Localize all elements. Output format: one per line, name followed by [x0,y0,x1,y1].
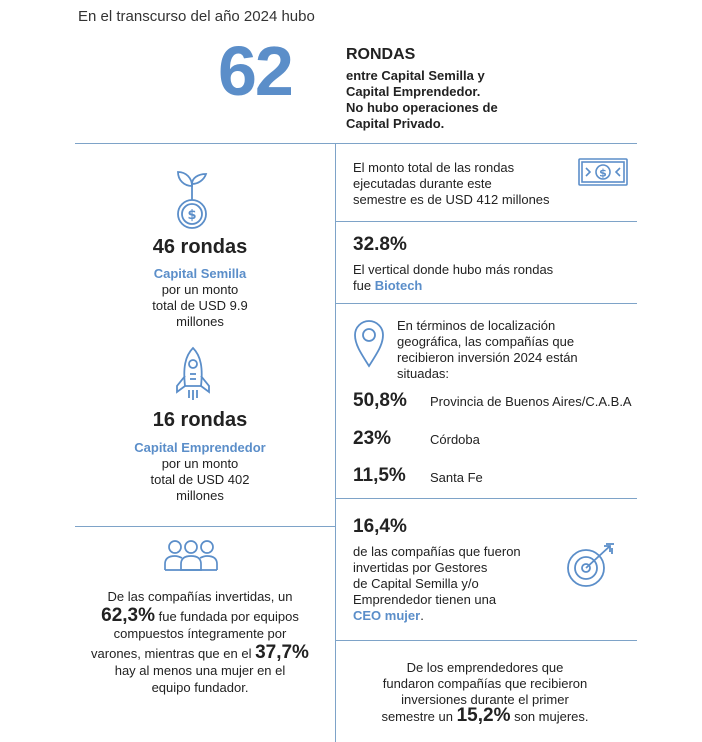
headline-line: Capital Emprendedor. [346,84,481,99]
ceo-suffix: . [420,608,424,623]
intro-text: En el transcurso del año 2024 hubo [78,8,315,25]
vertical-description [353,262,623,294]
seed-line: total de USD 9.9 [152,298,248,313]
founders-line-prefix: varones, mientras que en el [91,646,256,661]
svg-text:$: $ [599,166,607,180]
location-place: Provincia de Buenos Aires/C.A.B.A [430,394,632,409]
vertical-line: El vertical donde hubo más rondas [353,262,554,277]
plant-coin-icon [172,168,212,230]
venture-line: por un monto [161,456,239,471]
venture-label: Capital Emprendedor [134,440,266,455]
divider [75,143,637,144]
location-pct: 23% [353,428,392,449]
founders-line: De las compañías invertidas, un [107,589,293,604]
venture-description [80,440,320,504]
women-line: inversiones durante el primer [401,692,569,707]
location-line: geográfica, las compañías que [397,334,575,349]
location-description [397,318,627,382]
target-icon [566,542,618,588]
ceo-pct: 16,4% [353,516,407,537]
seed-label: Capital Semilla [153,266,247,281]
seed-line: por un monto [161,282,239,297]
founders-line: compuestos íntegramente por [113,626,287,641]
vertical-highlight: Biotech [374,278,423,293]
founders-line-suffix: fue fundada por equipos [155,609,299,624]
total-line: El monto total de las rondas [353,160,515,175]
vertical-line [353,278,623,294]
total-line: ejecutadas durante este [353,176,492,191]
headline-title: RONDAS [346,46,416,63]
divider [335,303,637,304]
ceo-line: de las compañías que fueron [353,544,521,559]
founders-description [78,588,322,696]
ceo-line [353,608,563,624]
banknote-icon [578,158,628,186]
seed-count: 46 rondas [152,236,248,258]
women-line-suffix: son mujeres. [510,709,589,724]
women-line [345,705,625,726]
map-pin-icon [352,318,386,370]
women-line-prefix: semestre un [381,709,457,724]
venture-count: 16 rondas [152,409,248,431]
headline-description [346,68,546,132]
founders-line [78,644,322,662]
women-description [345,660,625,725]
divider [335,221,637,222]
founders-line [78,607,322,625]
women-pct: 15,2% [456,705,511,726]
venture-line: total de USD 402 [150,472,250,487]
people-icon [163,538,219,574]
location-line: En términos de localización [397,318,556,333]
location-place: Córdoba [430,432,480,447]
ceo-line: Emprendedor tienen una [353,592,497,607]
location-place: Santa Fe [430,470,483,485]
headline-line: No hubo operaciones de [346,100,498,115]
headline-line: Capital Privado. [346,116,445,131]
women-line: De los emprendedores que [406,660,564,675]
founders-pct-women: 37,7% [255,642,309,663]
location-pct: 11,5% [353,465,406,486]
divider [335,640,637,641]
seed-line: millones [176,314,224,329]
rocket-icon [170,346,216,402]
total-description [353,160,573,208]
vertical-pct: 32.8% [353,234,407,255]
location-line: recibieron inversión 2024 están [397,350,578,365]
divider [75,526,335,527]
founders-line: hay al menos una mujer en el [114,663,286,678]
women-line: fundaron compañías que recibieron [382,676,588,691]
ceo-highlight: CEO mujer [353,608,421,623]
headline-line: entre Capital Semilla y [346,68,485,83]
ceo-line: de Capital Semilla y/o [353,576,479,591]
ceo-line: invertidas por Gestores [353,560,488,575]
headline-number: 62 [218,32,292,110]
founders-pct-men: 62,3% [101,605,156,626]
ceo-description [353,544,563,624]
divider-vertical [335,143,336,742]
vertical-prefix: fue [353,278,375,293]
founders-line: equipo fundador. [151,680,249,695]
divider [335,498,637,499]
location-line: situadas: [397,366,450,381]
total-line: semestre es de USD 412 millones [353,192,550,207]
seed-description [80,266,320,330]
svg-text:$: $ [187,208,197,223]
location-pct: 50,8% [353,390,407,411]
venture-line: millones [176,488,224,503]
